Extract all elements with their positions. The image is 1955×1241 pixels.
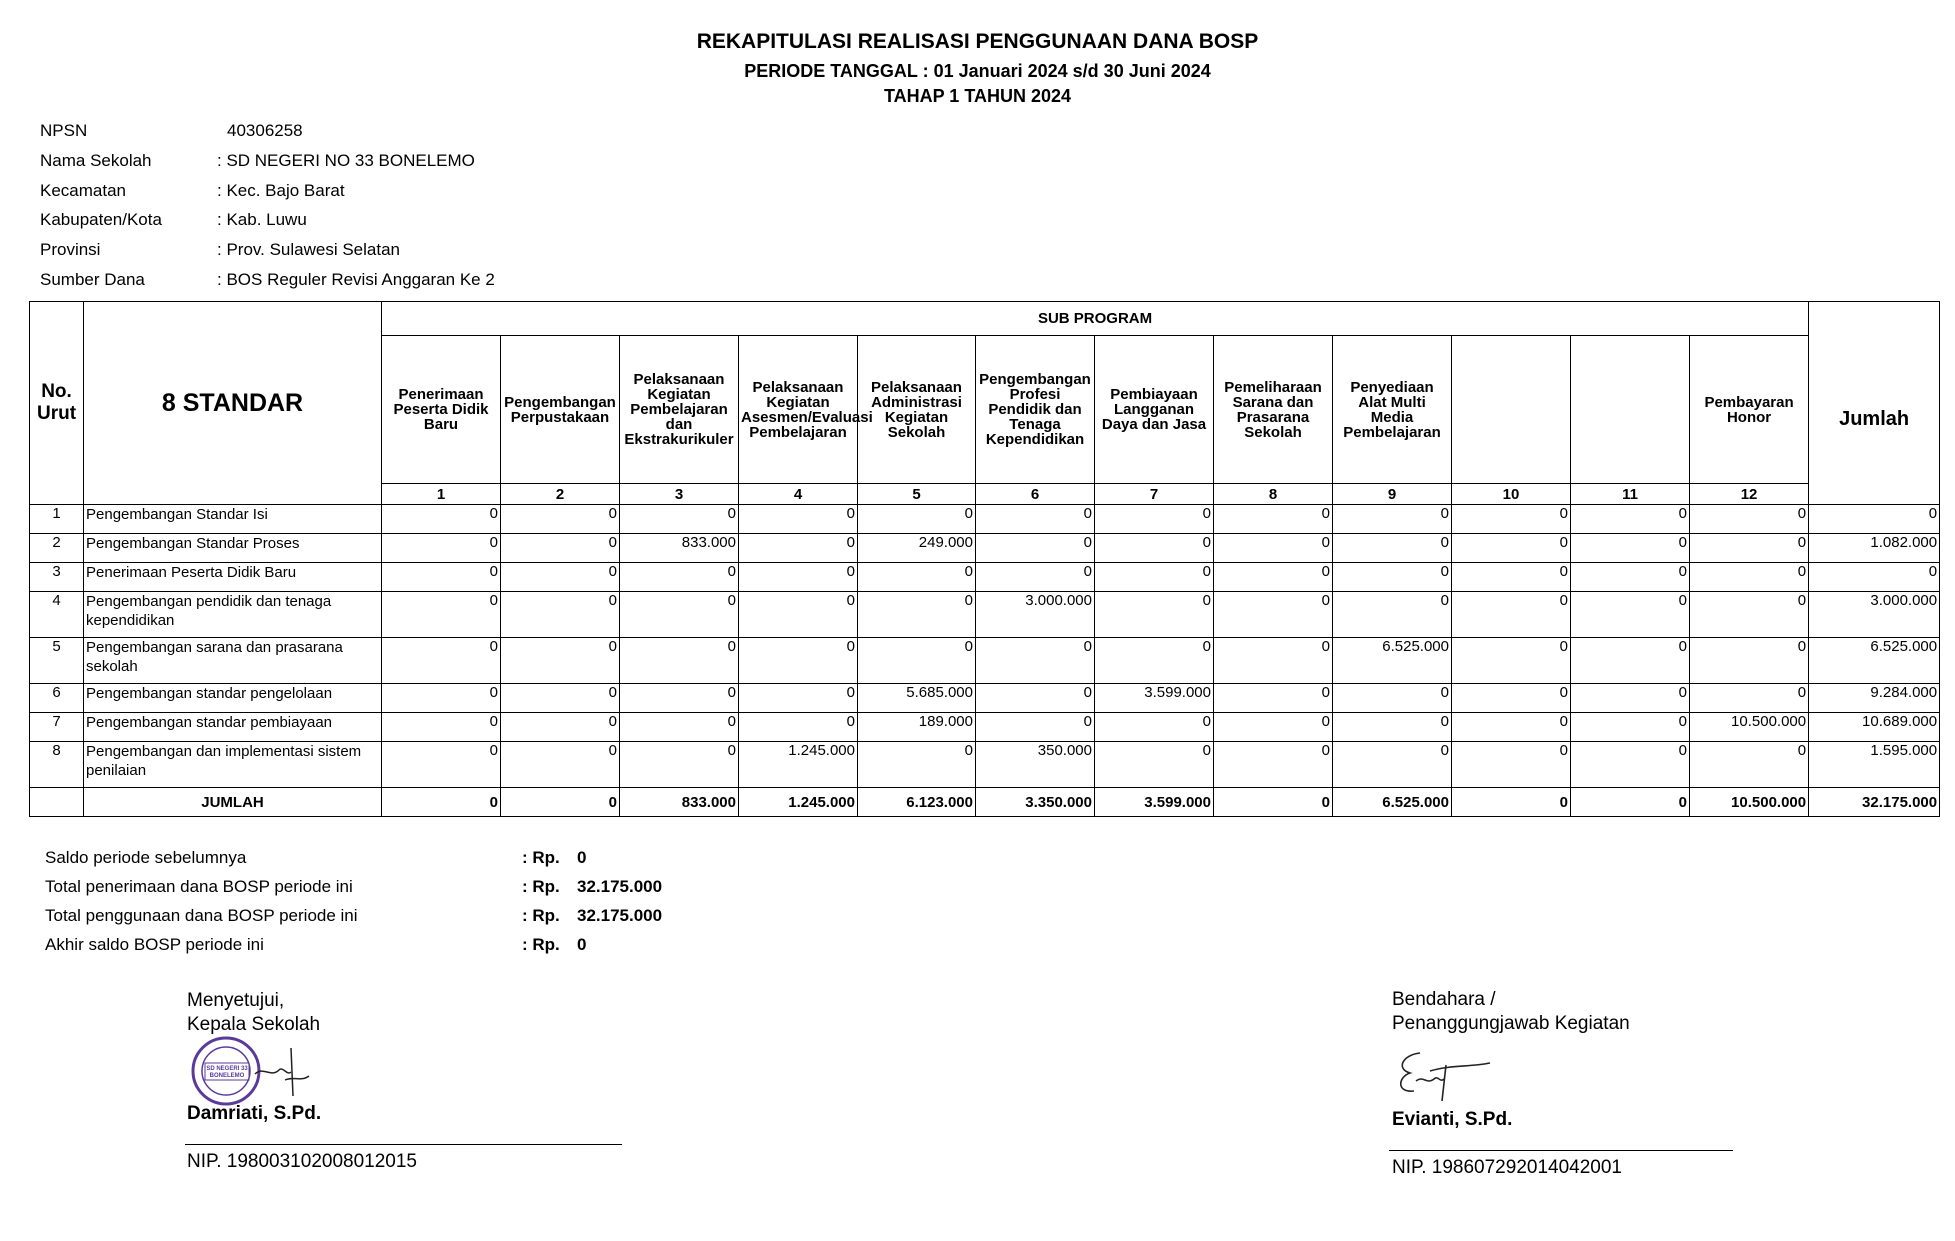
summary-value: 0: [577, 935, 587, 954]
value-cell: 0: [1690, 505, 1809, 534]
value-cell: 0: [1690, 563, 1809, 592]
value-cell: 0: [382, 638, 501, 684]
value-cell: 0: [620, 638, 739, 684]
value-cell: 189.000: [858, 713, 976, 742]
value-cell: 0: [1333, 563, 1452, 592]
value-cell: 0: [739, 592, 858, 638]
treasurer-name: Evianti, S.Pd.: [1392, 1109, 1513, 1130]
sub-header: Pembayaran Honor: [1690, 336, 1809, 484]
sub-number: 9: [1333, 484, 1452, 505]
value-cell: 0: [1214, 505, 1333, 534]
row-description: Pengembangan Standar Isi: [84, 505, 382, 534]
table-row: [30, 592, 1940, 638]
value-cell: 0: [1571, 534, 1690, 563]
value-cell: 833.000: [620, 534, 739, 563]
value-cell: 0: [1571, 563, 1690, 592]
sub-number: 12: [1690, 484, 1809, 505]
value-cell: 0: [1214, 563, 1333, 592]
value-cell: 0: [1214, 592, 1333, 638]
value-cell: 0: [739, 534, 858, 563]
summary-value: 0: [577, 848, 587, 867]
value-cell: 0: [739, 684, 858, 713]
value-cell: 0: [739, 505, 858, 534]
value-cell: 0: [1214, 742, 1333, 788]
value-cell: 3.000.000: [976, 592, 1095, 638]
row-number: 8: [30, 742, 84, 788]
sub-header: Pengembangan Profesi Pendidik dan Tenaga Kependidikan: [976, 336, 1095, 484]
total-cell: 3.350.000: [976, 788, 1095, 817]
sub-number: 10: [1452, 484, 1571, 505]
treasurer-role-2: Penanggungjawab Kegiatan: [1392, 1013, 1630, 1034]
value-cell: 0: [858, 592, 976, 638]
signature-line: [1389, 1150, 1733, 1151]
value-cell: 0: [1690, 592, 1809, 638]
realization-table: [29, 301, 1940, 817]
total-cell: 0: [501, 788, 620, 817]
value-cell: 0: [1095, 534, 1214, 563]
value-cell: 0: [1690, 638, 1809, 684]
value-cell: 0: [1452, 742, 1571, 788]
sub-number: 3: [620, 484, 739, 505]
row-description: Pengembangan sarana dan prasarana sekolah: [84, 638, 382, 684]
value-cell: 0: [739, 713, 858, 742]
handwritten-signature: [1390, 1045, 1500, 1105]
table-row: [30, 684, 1940, 713]
sub-header: Penyediaan Alat Multi Media Pembelajaran: [1333, 336, 1452, 484]
row-total: 9.284.000: [1809, 684, 1940, 713]
value-cell: 0: [858, 742, 976, 788]
table-row: [30, 505, 1940, 534]
value-cell: 0: [1333, 742, 1452, 788]
period-title: PERIODE TANGGAL : 01 Januari 2024 s/d 30 Juni 2024: [744, 61, 1211, 81]
value-cell: 0: [382, 684, 501, 713]
sub-header: Pemeliharaan Sarana dan Prasarana Sekolah: [1214, 336, 1333, 484]
sub-number: 7: [1095, 484, 1214, 505]
row-total: 1.595.000: [1809, 742, 1940, 788]
table-row: [30, 563, 1940, 592]
value-cell: 0: [976, 684, 1095, 713]
value-cell: 0: [501, 638, 620, 684]
info-label-district: Kecamatan: [40, 181, 126, 200]
row-number: 3: [30, 563, 84, 592]
value-cell: 0: [1571, 713, 1690, 742]
principal-name: Damriati, S.Pd.: [187, 1103, 322, 1124]
total-cell: 0: [382, 788, 501, 817]
row-total: 1.082.000: [1809, 534, 1940, 563]
value-cell: 0: [1571, 638, 1690, 684]
total-label: JUMLAH: [84, 788, 382, 817]
value-cell: 0: [1214, 713, 1333, 742]
value-cell: 0: [1095, 638, 1214, 684]
value-cell: 0: [1690, 684, 1809, 713]
summary-colon: : Rp.: [522, 848, 560, 867]
stamp-signature-image: [183, 1036, 323, 1106]
header-8-standar: 8 STANDAR: [84, 302, 382, 505]
summary-colon: : Rp.: [522, 877, 560, 896]
table-row: [30, 638, 1940, 684]
row-number: 7: [30, 713, 84, 742]
total-cell: 833.000: [620, 788, 739, 817]
summary-value: 32.175.000: [577, 877, 663, 896]
summary-label: Total penggunaan dana BOSP periode ini: [45, 906, 358, 925]
row-total: 0: [1809, 563, 1940, 592]
row-description: Penerimaan Peserta Didik Baru: [84, 563, 382, 592]
value-cell: 0: [1095, 505, 1214, 534]
value-cell: 0: [620, 505, 739, 534]
value-cell: 0: [739, 638, 858, 684]
value-cell: 0: [858, 563, 976, 592]
value-cell: 0: [501, 592, 620, 638]
value-cell: 0: [1571, 742, 1690, 788]
value-cell: 0: [501, 505, 620, 534]
header-sub-program: SUB PROGRAM: [382, 302, 1809, 336]
sub-header: Pembiayaan Langganan Daya dan Jasa: [1095, 336, 1214, 484]
value-cell: 0: [1095, 563, 1214, 592]
row-description: Pengembangan standar pengelolaan: [84, 684, 382, 713]
value-cell: 0: [1452, 534, 1571, 563]
value-cell: 0: [1333, 592, 1452, 638]
table-row: [30, 713, 1940, 742]
info-label-school: Nama Sekolah: [40, 151, 152, 170]
info-label-province: Provinsi: [40, 240, 101, 259]
value-cell: 0: [976, 505, 1095, 534]
value-cell: 0: [1571, 684, 1690, 713]
value-cell: 0: [976, 638, 1095, 684]
sub-number: 5: [858, 484, 976, 505]
row-number: 5: [30, 638, 84, 684]
total-cell: 10.500.000: [1690, 788, 1809, 817]
value-cell: 0: [1571, 592, 1690, 638]
value-cell: 0: [1214, 684, 1333, 713]
row-description: Pengembangan dan implementasi sistem penilaian: [84, 742, 382, 788]
total-cell: 0: [1571, 788, 1690, 817]
sub-header: [1571, 336, 1690, 484]
document-title: REKAPITULASI REALISASI PENGGUNAAN DANA BOSP: [696, 30, 1259, 53]
value-cell: 0: [1095, 592, 1214, 638]
table-row: [30, 742, 1940, 788]
info-label-regency: Kabupaten/Kota: [40, 210, 162, 229]
row-description: Pengembangan standar pembiayaan: [84, 713, 382, 742]
value-cell: 350.000: [976, 742, 1095, 788]
summary-label: Total penerimaan dana BOSP periode ini: [45, 877, 353, 896]
value-cell: 0: [501, 713, 620, 742]
value-cell: 0: [501, 534, 620, 563]
value-cell: 0: [620, 713, 739, 742]
sub-number: 11: [1571, 484, 1690, 505]
value-cell: 0: [858, 638, 976, 684]
value-cell: 0: [382, 563, 501, 592]
row-description: Pengembangan pendidik dan tenaga kependidikan: [84, 592, 382, 638]
info-value-npsn: 40306258: [227, 121, 303, 140]
value-cell: 0: [620, 563, 739, 592]
value-cell: 0: [1214, 534, 1333, 563]
info-value-fund-source: : BOS Reguler Revisi Anggaran Ke 2: [217, 270, 495, 289]
sub-number: 2: [501, 484, 620, 505]
row-number: 2: [30, 534, 84, 563]
value-cell: 0: [1452, 638, 1571, 684]
summary-value: 32.175.000: [577, 906, 663, 925]
value-cell: 0: [1333, 684, 1452, 713]
value-cell: 0: [1333, 534, 1452, 563]
value-cell: 0: [976, 563, 1095, 592]
row-number: 1: [30, 505, 84, 534]
value-cell: 0: [382, 505, 501, 534]
value-cell: 10.500.000: [1690, 713, 1809, 742]
header-jumlah: Jumlah: [1809, 336, 1940, 505]
row-number: 6: [30, 684, 84, 713]
value-cell: 5.685.000: [858, 684, 976, 713]
signature-line: [185, 1144, 622, 1145]
value-cell: 0: [1690, 742, 1809, 788]
value-cell: 249.000: [858, 534, 976, 563]
row-total: 3.000.000: [1809, 592, 1940, 638]
summary-colon: : Rp.: [522, 935, 560, 954]
total-cell: 6.123.000: [858, 788, 976, 817]
summary-label: Akhir saldo BOSP periode ini: [45, 935, 264, 954]
value-cell: 0: [1095, 742, 1214, 788]
value-cell: 0: [620, 742, 739, 788]
sub-number: 6: [976, 484, 1095, 505]
value-cell: 6.525.000: [1333, 638, 1452, 684]
grand-total: 32.175.000: [1809, 788, 1940, 817]
value-cell: 0: [1571, 505, 1690, 534]
value-cell: 0: [1095, 713, 1214, 742]
value-cell: 0: [1452, 713, 1571, 742]
svg-text:BONELEMO: BONELEMO: [209, 1073, 245, 1079]
total-cell: 0: [1452, 788, 1571, 817]
value-cell: 0: [1333, 505, 1452, 534]
sub-number: 4: [739, 484, 858, 505]
stage-title: TAHAP 1 TAHUN 2024: [883, 86, 1072, 106]
row-number: 4: [30, 592, 84, 638]
info-label-fund-source: Sumber Dana: [40, 270, 145, 289]
value-cell: 0: [858, 505, 976, 534]
value-cell: 0: [976, 534, 1095, 563]
sub-header: Pengembangan Perpustakaan: [501, 336, 620, 484]
value-cell: 0: [739, 563, 858, 592]
treasurer-nip: NIP. 198607292014042001: [1392, 1157, 1622, 1178]
total-cell: 1.245.000: [739, 788, 858, 817]
value-cell: 0: [620, 592, 739, 638]
value-cell: 0: [1333, 713, 1452, 742]
sub-number: 1: [382, 484, 501, 505]
info-value-regency: : Kab. Luwu: [217, 210, 307, 229]
total-cell: 6.525.000: [1333, 788, 1452, 817]
sub-number: 8: [1214, 484, 1333, 505]
approval-label: Menyetujui,: [187, 990, 285, 1011]
row-total: 10.689.000: [1809, 713, 1940, 742]
sub-header: [1452, 336, 1571, 484]
header-no-urut: No. Urut: [30, 302, 84, 505]
sub-header: Penerimaan Peserta Didik Baru: [382, 336, 501, 484]
info-value-school: : SD NEGERI NO 33 BONELEMO: [217, 151, 475, 170]
value-cell: 0: [501, 563, 620, 592]
value-cell: 0: [501, 684, 620, 713]
value-cell: 3.599.000: [1095, 684, 1214, 713]
principal-nip: NIP. 198003102008012015: [187, 1151, 417, 1172]
summary-label: Saldo periode sebelumnya: [45, 848, 247, 867]
value-cell: 0: [1452, 592, 1571, 638]
table-row: [30, 534, 1940, 563]
value-cell: 0: [620, 684, 739, 713]
row-description: Pengembangan Standar Proses: [84, 534, 382, 563]
value-cell: 0: [382, 713, 501, 742]
treasurer-role-1: Bendahara /: [1392, 989, 1496, 1010]
value-cell: 0: [1452, 505, 1571, 534]
svg-text:SD NEGERI 33: SD NEGERI 33: [206, 1066, 248, 1072]
value-cell: 1.245.000: [739, 742, 858, 788]
total-row: [30, 788, 1940, 817]
sub-header: Pelaksanaan Kegiatan Pembelajaran dan Ekstrakurikuler: [620, 336, 739, 484]
sub-header: Pelaksanaan Kegiatan Asesmen/Evaluasi Pembelajaran: [739, 336, 858, 484]
value-cell: 0: [1452, 563, 1571, 592]
value-cell: 0: [382, 592, 501, 638]
value-cell: 0: [382, 534, 501, 563]
info-value-district: : Kec. Bajo Barat: [217, 181, 345, 200]
sub-header: Pelaksanaan Administrasi Kegiatan Sekolah: [858, 336, 976, 484]
summary-colon: : Rp.: [522, 906, 560, 925]
value-cell: 0: [1214, 638, 1333, 684]
value-cell: 0: [1690, 534, 1809, 563]
principal-role: Kepala Sekolah: [187, 1014, 321, 1035]
row-total: 6.525.000: [1809, 638, 1940, 684]
total-cell: 3.599.000: [1095, 788, 1214, 817]
row-total: 0: [1809, 505, 1940, 534]
value-cell: 0: [501, 742, 620, 788]
value-cell: 0: [976, 713, 1095, 742]
total-cell: 0: [1214, 788, 1333, 817]
value-cell: 0: [382, 742, 501, 788]
value-cell: 0: [1452, 684, 1571, 713]
info-label-npsn: NPSN: [40, 121, 88, 140]
info-value-province: : Prov. Sulawesi Selatan: [217, 240, 400, 259]
